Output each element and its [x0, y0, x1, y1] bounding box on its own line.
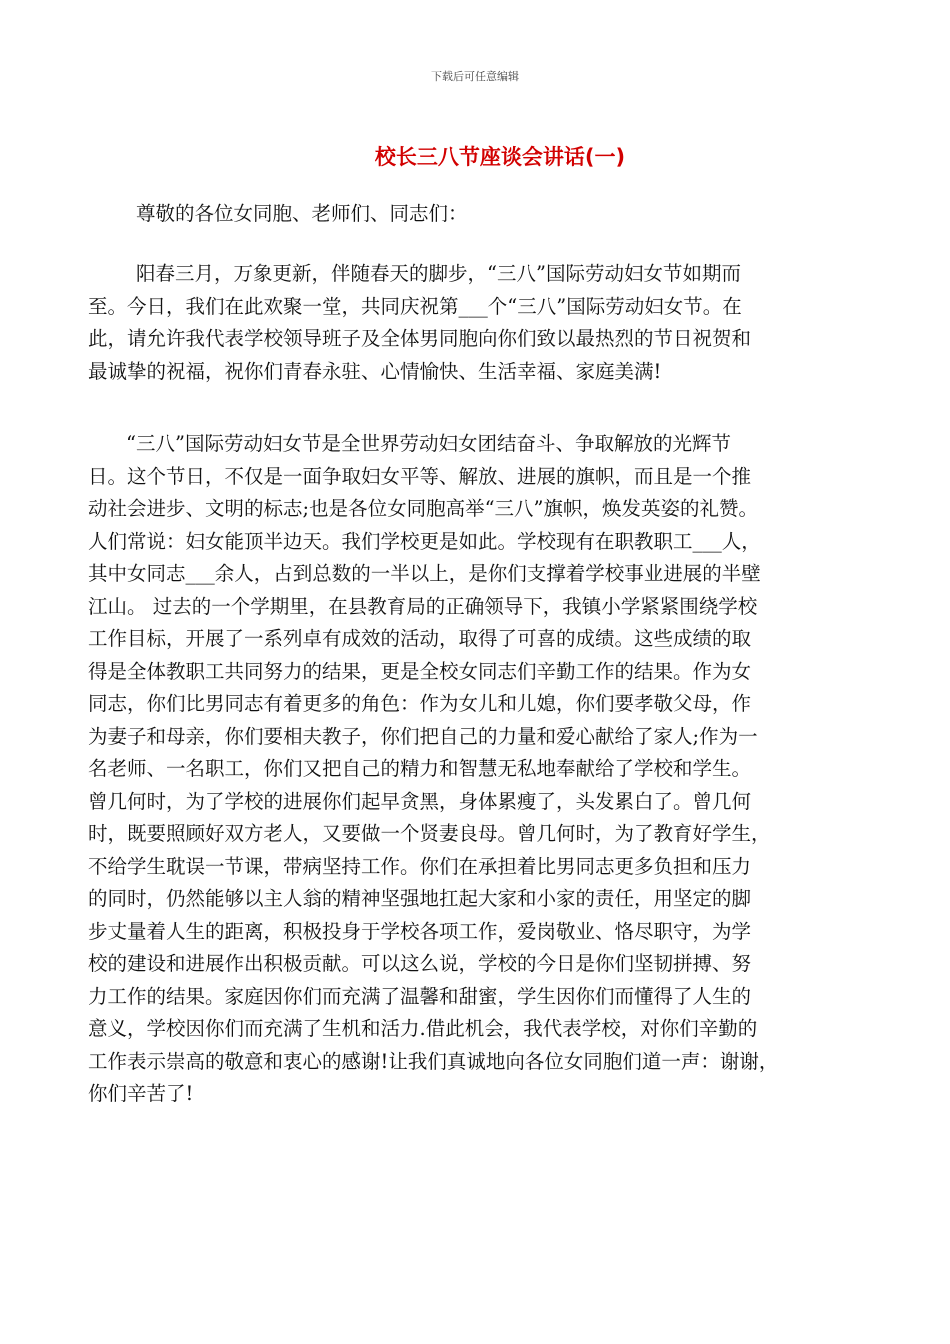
header-note: 下载后可任意编辑: [431, 70, 519, 83]
paragraph-line: 不给学生耽误一节课，带病坚持工作。你们在承担着比男同志更多负担和压力: [88, 854, 752, 878]
paragraph-line: 同志，你们比男同志有着更多的角色：作为女儿和儿媳，你们要孝敬父母，作: [88, 692, 752, 715]
paragraph-line: “三八”国际劳动妇女节是全世界劳动妇女团结奋斗、争取解放的光辉节: [126, 432, 731, 455]
paragraph-line: 江山。 过去的一个学期里，在县教育局的正确领导下，我镇小学紧紧围绕学校: [88, 594, 758, 618]
paragraph-line: 曾几何时，为了学校的进展你们起早贪黑，身体累瘦了，头发累白了。曾几何: [88, 789, 752, 813]
paragraph-line: 的同时，仍然能够以主人翁的精神坚强地扛起大家和小家的责任，用坚定的脚: [88, 887, 752, 910]
paragraph-line: 步丈量着人生的距离，积极投身于学校各项工作，爱岗敬业、恪尽职守，为学: [88, 919, 752, 943]
paragraph-line: 为妻子和母亲，你们要相夫教子，你们把自己的力量和爱心献给了家人;作为一: [88, 724, 758, 748]
paragraph-line: 校的建设和进展作出积极贡献。可以这么说，学校的今日是你们坚韧拼搏、努: [88, 952, 752, 975]
paragraph-line: 最诚挚的祝福，祝你们青春永驻、心情愉快、生活幸福、家庭美满!: [88, 359, 662, 383]
paragraph-line: 得是全体教职工共同努力的结果，更是全校女同志们辛勤工作的结果。作为女: [88, 659, 752, 683]
paragraph-line: 日。这个节日，不仅是一面争取妇女平等、解放、进展的旗帜，而且是一个推: [88, 464, 752, 488]
paragraph-line: 至。今日，我们在此欢聚一堂，共同庆祝第___个“三八”国际劳动妇女节。在: [88, 294, 742, 318]
paragraph-line: 名老师、一名职工，你们又把自己的精力和智慧无私地奉献给了学校和学生。: [88, 757, 752, 780]
paragraph-line: 此，请允许我代表学校领导班子及全体男同胞向你们致以最热烈的节日祝贺和: [88, 327, 752, 350]
paragraph-line: 其中女同志___余人，占到总数的一半以上，是你们支撑着学校事业进展的半壁: [88, 562, 761, 585]
paragraph-1: [88, 258, 860, 388]
paragraph-line: 阳春三月，万象更新，伴随春天的脚步，“三八”国际劳动妇女节如期而: [136, 262, 741, 285]
paragraph-line: 意义，学校因你们而充满了生机和活力.借此机会，我代表学校，对你们辛勤的: [88, 1017, 758, 1040]
salutation: 尊敬的各位女同胞、老师们、同志们：: [136, 202, 468, 225]
paragraph-line: 力工作的结果。家庭因你们而充满了温馨和甜蜜，学生因你们而懂得了人生的: [88, 984, 752, 1008]
document-title: 校长三八节座谈会讲话(一): [374, 145, 626, 169]
paragraph-line: 工作表示崇高的敬意和衷心的感谢!让我们真诚地向各位女同胞们道一声：谢谢，: [88, 1049, 779, 1073]
paragraph-line: 你们辛苦了!: [88, 1082, 194, 1105]
paragraph-line: 工作目标，开展了一系列卓有成效的活动，取得了可喜的成绩。这些成绩的取: [88, 627, 752, 650]
paragraph-line: 时，既要照顾好双方老人，又要做一个贤妻良母。曾几何时，为了教育好学生，: [88, 822, 771, 845]
paragraph-line: 动社会进步、文明的标志;也是各位女同胞高举“三八”旗帜，焕发英姿的礼赞。: [88, 497, 759, 520]
paragraph-2: [88, 428, 860, 1111]
paragraph-line: 人们常说：妇女能顶半边天。我们学校更是如此。学校现有在职教职工___人，: [88, 529, 761, 553]
